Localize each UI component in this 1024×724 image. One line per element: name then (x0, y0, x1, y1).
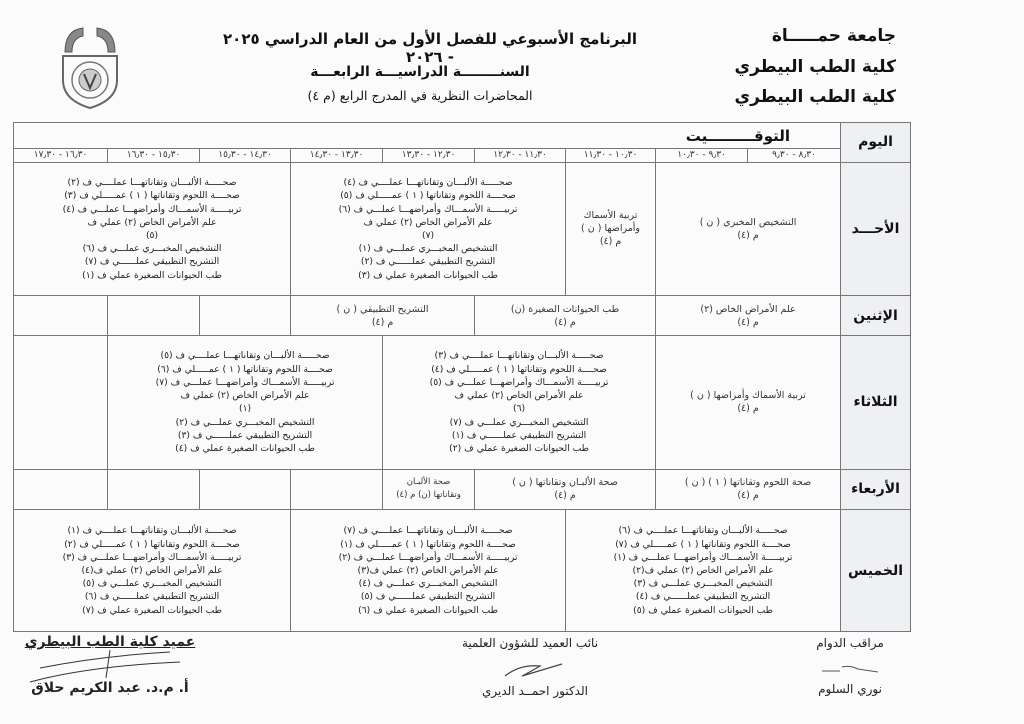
time-slot: ١٠٫٣٠ - ١١٫٣٠ (566, 149, 656, 162)
time-slot: ١٦٫٣٠ - ١٧٫٣٠ (14, 149, 108, 162)
practical-item: علم الأمراض الخاص (٢) عملي ف (454, 390, 584, 402)
academic-year: السنــــــــة الدراسيـــة الرابعـــة (310, 64, 530, 80)
faculty-name-repeat: كلية الطب البيطري (734, 87, 896, 107)
lecture-cell (475, 469, 656, 510)
signature-icon (10, 648, 190, 684)
practical-item: صحــــة اللحوم وتقاناتها ( ١ ) عمـــــلي ف (٤) (431, 363, 607, 375)
course-name: التشريح التطبيقي ( ن ) (336, 303, 429, 315)
timing-header: التوقـــــــــيت (14, 123, 841, 149)
practical-item: صحــــة اللحوم وتقاناتها ( ١ ) عمـــــلي ف (٥) (340, 190, 516, 202)
lecture-cell (656, 335, 841, 469)
practical-item: التشريح التطبيقي عملــــــي ف (٥) (360, 591, 496, 603)
practical-item: علم الأمراض الخاص (٢) عملي ف(٢) (632, 565, 774, 577)
time-slot: ١١٫٣٠ - ١٢٫٣٠ (475, 149, 566, 162)
room: م (٤) (737, 316, 759, 328)
lecture-cell (656, 162, 841, 296)
empty-cell (200, 296, 291, 336)
practical-cell (566, 510, 841, 632)
day-label: الخميس (841, 510, 911, 632)
vice-dean-name: الدكتور احمــد الديري (482, 684, 588, 698)
practical-item: التشريح التطبيقي عملــــــي ف (٤) (635, 591, 771, 603)
room: م (٤) (554, 316, 576, 328)
lectures-note: المحاضرات النظرية في المدرج الرابع (م ٤) (307, 88, 533, 103)
practical-item: صحــــة اللحوم وتقاناتها ( ١ ) عمـــــلي ف (٧) (615, 538, 791, 550)
practical-item: صحـــــة الألبـــان وتقاناتهـــا عملــــي ف (٥) (160, 350, 330, 362)
time-slot: ١٣٫٣٠ - ١٤٫٣٠ (291, 149, 383, 162)
practical-cell (14, 162, 291, 296)
practical-item: التشريح التطبيقي عملــــــي ف (١) (451, 429, 587, 441)
time-slot: ١٢٫٣٠ - ١٣٫٣٠ (383, 149, 475, 162)
time-slot: ١٥٫٣٠ - ١٦٫٣٠ (108, 149, 200, 162)
practical-cell (291, 510, 566, 632)
time-slot: ١٤٫٣٠ - ١٥٫٣٠ (200, 149, 291, 162)
practical-cell (108, 335, 383, 469)
practical-item: التشريح التطبيقي عملــــــي ف (٧) (84, 256, 220, 268)
practical-item: صحــــة اللحوم وتقاناتها ( ١ ) عمـــــلي ف (٦) (157, 363, 333, 375)
empty-cell (14, 296, 108, 336)
practical-item: (٦) (512, 403, 526, 415)
practical-item: طب الحيوانات الصغيرة عملي ف (٧) (82, 604, 222, 616)
practical-item: علم الأمراض الخاص (٢) عملي ف (87, 216, 217, 228)
course-name: وأمراضها ( ن ) (581, 223, 641, 235)
practical-item: طب الحيوانات الصغيرة عملي ف (٦) (358, 604, 498, 616)
day-row-thursday (14, 510, 911, 632)
practical-item: صحـــــة الألبـــان وتقاناتهـــا عملــــي ف (١) (67, 525, 237, 537)
signature-mark (820, 660, 880, 672)
course-name: تربية الأسماك وأمراضها ( ن ) (690, 390, 806, 402)
course-name: طب الحيوانات الصغيرة (ن) (510, 303, 620, 315)
practical-item: صحـــــة الألبـــان وتقاناتهـــا عملــــي ف (٣) (434, 350, 604, 362)
practical-item: التشخيص المخبـــري عملـــي ف (٧) (449, 416, 589, 428)
practical-item: طب الحيوانات الصغيرة عملي ف (٤) (175, 442, 315, 454)
lecture-cell (291, 296, 475, 336)
weekly-schedule-table (13, 122, 911, 632)
empty-cell (291, 469, 383, 510)
signature-icon (500, 656, 570, 680)
faculty-seal-logo (55, 22, 125, 112)
practical-item: صحـــــة الألبـــان وتقاناتهـــا عملــــي ف (٢) (67, 177, 237, 189)
practical-item: التشريح التطبيقي عملــــــي ف (٦) (84, 591, 220, 603)
room: م (٤) (737, 229, 759, 241)
empty-cell (108, 296, 200, 336)
practical-item: تربيـــــة الأسمـــاك وأمراضهـــا عملـــي ف (٢) (338, 551, 518, 563)
attendance-supervisor-name: نوري السلوم (818, 682, 882, 696)
practical-item: التشريح التطبيقي عملــــــي ف (٢) (360, 256, 496, 268)
practical-item: (٥) (145, 229, 159, 241)
practical-item: طب الحيوانات الصغيرة عملي ف (٢) (449, 442, 589, 454)
practical-item: التشخيص المخبـــري عملـــي ف (٥) (82, 578, 222, 590)
practical-item: تربيـــــة الأسمـــاك وأمراضهـــا عملـــي ف (١) (613, 551, 793, 563)
signature-icon (820, 663, 880, 675)
practical-item: تربيـــــة الأسمـــاك وأمراضهـــا عملـــي ف (٣) (62, 551, 242, 563)
practical-item: (٧) (421, 229, 435, 241)
day-label: الأحـــد (841, 162, 911, 296)
practical-item: صحــــة اللحوم وتقاناتها ( ١ ) عمـــــلي ف (١) (340, 538, 516, 550)
practical-item: صحـــــة الألبـــان وتقاناتهـــا عملــــي ف (٤) (343, 177, 513, 189)
vice-dean-title: نائب العميد للشؤون العلمية (461, 636, 599, 650)
course-name: التشخيص المخبري ( ن ) (699, 216, 797, 228)
course-name: تربية الأسماك (583, 210, 638, 222)
day-label: الإثنين (841, 296, 911, 336)
course-name: علم الأمراض الخاص (٢) (700, 303, 796, 315)
day-row-sunday (14, 162, 911, 296)
practical-item: علم الأمراض الخاص (٢) عملي ف (180, 390, 310, 402)
practical-item: علم الأمراض الخاص (٢) عملي ف(٣) (357, 565, 499, 577)
empty-cell (14, 469, 108, 510)
practical-item: تربيـــــة الأسمـــاك وأمراضهـــا عملـــي ف (٧) (155, 376, 335, 388)
lecture-cell (656, 296, 841, 336)
lecture-cell (656, 469, 841, 510)
practical-item: علم الأمراض الخاص (٢) عملي ف(٤) (81, 565, 223, 577)
room: م (٤) (554, 490, 576, 502)
faculty-name: كلية الطب البيطري (734, 57, 896, 77)
course-name: صحة الألبـان (406, 477, 451, 488)
seal-icon (55, 22, 125, 112)
time-slot: ٩٫٣٠ - ١٠٫٣٠ (656, 149, 748, 162)
day-row-tuesday (14, 335, 911, 469)
lecture-cell (566, 162, 656, 296)
practical-cell (383, 335, 656, 469)
lecture-cell (475, 296, 656, 336)
empty-cell (14, 335, 108, 469)
time-slot: ٨٫٣٠ - ٩٫٣٠ (748, 149, 841, 162)
lecture-cell (383, 469, 475, 510)
practical-item: صحــــة اللحوم وتقاناتها ( ١ ) عمـــــلي ف (٢) (64, 538, 240, 550)
practical-item: طب الحيوانات الصغيرة عملي ف (١) (82, 269, 222, 281)
dean-title: عميد كلية الطب البيطري (24, 634, 196, 650)
practical-cell (14, 510, 291, 632)
university-name: جامعة حمـــــاة (771, 26, 896, 46)
day-row-wednesday (14, 469, 911, 510)
room: م (٤) (371, 316, 394, 328)
practical-item: التشخيص المخبـــري عملـــي ف (٢) (175, 416, 315, 428)
course-name: صحة الألبـان وتقاناتها ( ن ) (512, 477, 618, 489)
practical-item: صحـــــة الألبـــان وتقاناتهـــا عملــــي ف (٦) (618, 525, 788, 537)
practical-item: التشخيص المخبـــري عملـــي ف (٤) (358, 578, 498, 590)
practical-item: صحــــة اللحوم وتقاناتها ( ١ ) عمـــــلي ف (٣) (64, 190, 240, 202)
day-label: الثلاثاء (841, 335, 911, 469)
day-row-monday (14, 296, 911, 336)
room: وتقاناتها (ن) م (٤) (396, 490, 461, 501)
practical-item: التشخيص المخبـــري عملـــي ف (٣) (633, 578, 773, 590)
dean-name: أ. م.د. عبد الكريم حلاق (31, 680, 189, 696)
signature-mark (500, 656, 570, 680)
empty-cell (108, 469, 200, 510)
room: م (٤) (599, 236, 622, 248)
empty-cell (200, 469, 291, 510)
practical-item: تربيـــــة الأسمـــاك وأمراضهـــا عملـــي ف (٤) (62, 203, 242, 215)
program-title: البرنامج الأسبوعي للفصل الأول من العام الدراسي ٢٠٢٥ - ٢٠٢٦ (223, 30, 637, 66)
practical-item: التشخيص المخبـــري عملـــي ف (٦) (82, 243, 222, 255)
course-name: صحة اللحوم وتقاناتها ( ١ ) ( ن ) (684, 477, 812, 489)
practical-cell (291, 162, 566, 296)
room: م (٤) (737, 490, 759, 502)
practical-item: (١) (238, 403, 252, 415)
day-header: اليوم (841, 123, 911, 163)
practical-item: صحـــــة الألبـــان وتقاناتهـــا عملــــي ف (٧) (343, 525, 513, 537)
practical-item: التشخيص المخبـــري عملـــي ف (١) (358, 243, 498, 255)
practical-item: علم الأمراض الخاص (٢) عملي ف (363, 216, 493, 228)
room: م (٤) (737, 403, 759, 415)
practical-item: تربيـــــة الأسمـــاك وأمراضهـــا عملـــي ف (٦) (338, 203, 518, 215)
practical-item: التشريح التطبيقي عملــــــي ف (٣) (177, 429, 313, 441)
attendance-supervisor-title: مراقب الدوام (816, 636, 884, 650)
practical-item: طب الحيوانات الصغيرة عملي ف (٣) (358, 269, 498, 281)
practical-item: تربيـــــة الأسمـــاك وأمراضهـــا عملـــي ف (٥) (429, 376, 609, 388)
practical-item: طب الحيوانات الصغيرة عملي ف (٥) (633, 604, 773, 616)
signature-mark (10, 648, 190, 684)
day-label: الأربعاء (841, 469, 911, 510)
